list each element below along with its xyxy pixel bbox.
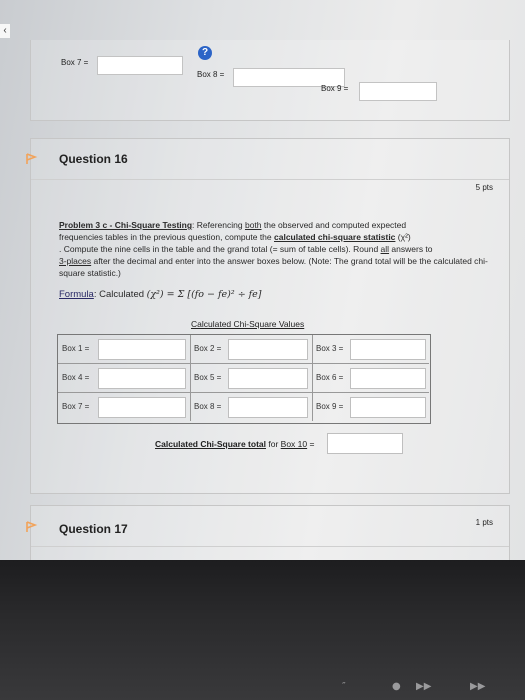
total-box-label: Box 10	[280, 439, 308, 449]
problem-label: Problem 3 c - Chi-Square Testing	[59, 220, 193, 230]
text-fragment: the observed and computed expected	[261, 220, 407, 230]
text-fragment: for	[266, 439, 281, 449]
table-cell	[312, 364, 429, 393]
box6-input[interactable]	[350, 368, 426, 389]
box4-input[interactable]	[98, 368, 186, 389]
keyboard-glyph: ″	[342, 681, 346, 692]
question-16-header	[31, 139, 509, 180]
box3-input[interactable]	[350, 339, 426, 360]
box9-label: Box 9 =	[321, 84, 349, 93]
text-fragment: after the decimal and enter into the answer boxes below. (Note: The grand total will be the calculated chi-square statistic.)	[59, 256, 488, 278]
question-16-card	[30, 138, 510, 494]
table-cell	[312, 335, 429, 364]
box5-label: Box 5 =	[194, 373, 222, 382]
table-cell	[58, 335, 191, 364]
text-fragment: calculated chi-square statistic	[274, 232, 396, 242]
help-icon[interactable]: ?	[198, 46, 212, 60]
box1-input[interactable]	[98, 339, 186, 360]
flag-icon[interactable]	[25, 152, 37, 164]
table-cell	[58, 393, 191, 421]
question-17-points: 1 pts	[475, 518, 493, 527]
corner-tab: ‹	[0, 24, 10, 38]
table-cell	[58, 364, 191, 393]
box7-label: Box 7 =	[62, 402, 90, 411]
question-17-title: Question 17	[59, 522, 128, 536]
question-16-text	[59, 219, 499, 279]
formula-equation: (χ²) = Σ [(fo − fe)² ÷ fe]	[146, 289, 262, 300]
text-fragment: : Referencing	[192, 220, 245, 230]
chi-square-table	[57, 334, 431, 424]
box8-label: Box 8 =	[194, 402, 222, 411]
total-label: Calculated Chi-Square total	[155, 439, 266, 449]
text-fragment: . Compute the nine cells in the table and the grand total (= sum of table cells). Round	[59, 244, 381, 254]
keyboard-glyph: ▶▶	[470, 681, 486, 692]
box4-label: Box 4 =	[62, 373, 90, 382]
text-fragment: frequencies tables in the previous question, compute the	[59, 232, 274, 242]
table-cell	[190, 364, 313, 393]
laptop-bezel	[0, 560, 525, 700]
divider	[31, 546, 509, 547]
table-cell	[190, 393, 313, 421]
box9-input[interactable]	[359, 82, 437, 101]
box7-label: Box 7 =	[61, 58, 89, 67]
box6-label: Box 6 =	[316, 373, 344, 382]
table-title: Calculated Chi-Square Values	[191, 319, 305, 329]
formula	[59, 289, 262, 300]
table-cell	[190, 335, 313, 364]
box3-label: Box 3 =	[316, 344, 344, 353]
box8-label: Box 8 =	[197, 70, 225, 79]
text-fragment: 3-places	[59, 256, 92, 266]
formula-label: Formula	[59, 289, 94, 300]
flag-icon[interactable]	[25, 520, 37, 532]
box7-input[interactable]	[98, 397, 186, 418]
total-row	[155, 439, 314, 449]
text-fragment: all	[380, 244, 390, 254]
box8-input[interactable]	[228, 397, 308, 418]
text-fragment: (χ²)	[395, 232, 411, 242]
keyboard-glyph: ●	[392, 681, 401, 692]
question-16-title: Question 16	[59, 152, 128, 166]
text-fragment: : Calculated	[93, 289, 147, 300]
box2-input[interactable]	[228, 339, 308, 360]
box9-label: Box 9 =	[316, 402, 344, 411]
box2-label: Box 2 =	[194, 344, 222, 353]
box5-input[interactable]	[228, 368, 308, 389]
text-fragment: answers to	[389, 244, 433, 254]
text-fragment: =	[307, 439, 315, 449]
keyboard-glyph: ▶▶	[416, 681, 432, 692]
question-16-points: 5 pts	[475, 183, 493, 192]
text-fragment: both	[244, 220, 262, 230]
table-cell	[312, 393, 429, 421]
box1-label: Box 1 =	[62, 344, 90, 353]
box7-input[interactable]	[97, 56, 183, 75]
box9-input[interactable]	[350, 397, 426, 418]
previous-question-card	[30, 40, 510, 121]
box10-input[interactable]	[327, 433, 403, 454]
